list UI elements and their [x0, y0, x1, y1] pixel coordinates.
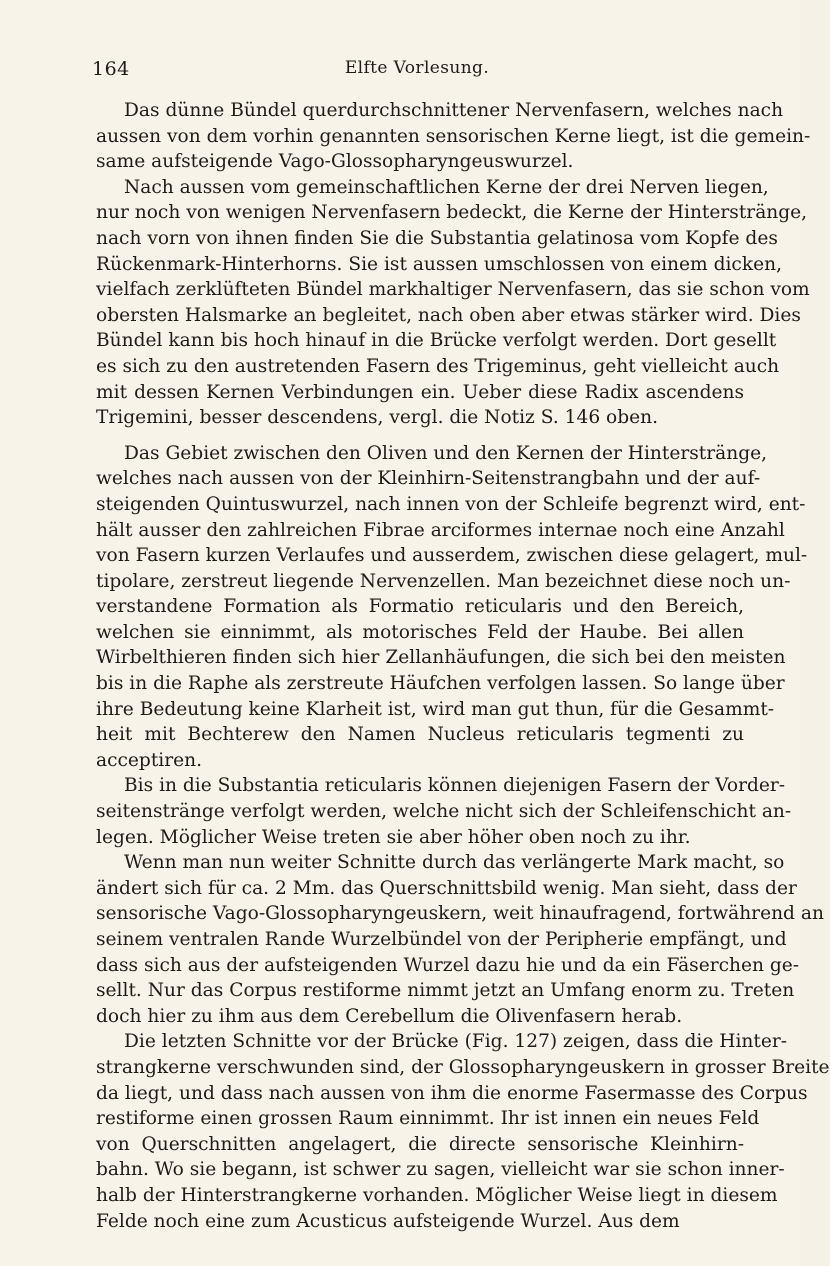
text-line: legen. Möglicher Weise treten sie aber höher oben noch zu ihr. [96, 826, 691, 848]
paragraph [96, 98, 811, 175]
text-line: nur noch von wenigen Nervenfasern bedeckt, die Kerne der Hinterstränge, [96, 202, 808, 224]
text-line: Trigemini, besser descendens, vergl. die Notiz S. 146 oben. [96, 407, 659, 429]
text-line: Rückenmark-Hinterhorns. Sie ist aussen umschlossen von einem dicken, [96, 253, 782, 275]
text-line: halb der Hinterstrangkerne vorhanden. Möglicher Weise liegt in diesem [96, 1184, 778, 1206]
text-line: Bündel kann bis hoch hinauf in die Brücke verfolgt werden. Dort gesellt [96, 330, 777, 352]
text-line: verstandene Formation als Formatio reticularis und den Bereich, [96, 596, 744, 618]
text-line: welchen sie einnimmt, als motorisches Feld der Haube. Bei allen [96, 621, 744, 643]
paragraph [96, 175, 810, 431]
text-line: doch hier zu ihm aus dem Cerebellum die Olivenfasern herab. [96, 1005, 683, 1027]
paragraph [96, 773, 792, 850]
text-line: same aufsteigende Vago-Glossopharyngeuswurzel. [96, 151, 574, 173]
running-title: Elfte Vorlesung. [344, 58, 490, 78]
text-line: von Querschnitten angelagert, die directe sensorische Kleinhirn- [96, 1133, 744, 1155]
text-line: Felde noch eine zum Acusticus aufsteigende Wurzel. Aus dem [96, 1210, 680, 1232]
text-line: tipolare, zerstreut liegende Nervenzellen. Man bezeichnet diese noch un- [96, 570, 791, 592]
text-line: steigenden Quintuswurzel, nach innen von der Schleife begrenzt wird, ent- [96, 493, 806, 515]
text-line: heit mit Bechterew den Namen Nucleus reticularis tegmenti zu [96, 724, 744, 746]
text-line: Die letzten Schnitte vor der Brücke (Fig. 127) zeigen, dass die Hinter- [124, 1031, 788, 1053]
paragraph [96, 1029, 830, 1234]
text-line: bis in die Raphe als zerstreute Häufchen verfolgen lassen. So lange über [96, 673, 785, 695]
text-line: obersten Halsmarke an begleitet, nach oben aber etwas stärker wird. Dies [96, 304, 801, 326]
text-line: seitenstränge verfolgt werden, welche nicht sich der Schleifenschicht an- [96, 801, 792, 823]
text-line: aussen von dem vorhin genannten sensorischen Kerne liegt, ist die gemein- [96, 125, 811, 147]
text-line: ihre Bedeutung keine Klarheit ist, wird man gut thun, für die Gesammt- [96, 698, 775, 720]
text-line: acceptiren. [96, 749, 203, 771]
text-line: es sich zu den austretenden Fasern des Trigeminus, geht vielleicht auch [96, 355, 780, 377]
text-line: von Fasern kurzen Verlaufes und ausserdem, zwischen diese gelagert, mul- [96, 545, 808, 567]
paragraph-gap [96, 431, 744, 441]
page-header [92, 58, 742, 84]
text-line: hält ausser den zahlreichen Fibrae arciformes internae noch eine Anzahl [96, 519, 785, 541]
text-line: strangkerne verschwunden sind, der Glossopharyngeuskern in grosser Breite [96, 1056, 830, 1078]
text-line: ändert sich für ca. 2 Mm. das Querschnittsbild wenig. Man sieht, dass der [96, 877, 797, 899]
text-line: seinem ventralen Rande Wurzelbündel von der Peripherie empfängt, und [96, 929, 787, 950]
text-line: Wirbelthieren finden sich hier Zellanhäufungen, die sich bei den meisten [96, 647, 786, 669]
text-line: sellt. Nur das Corpus restiforme nimmt jetzt an Umfang enorm zu. Treten [96, 980, 795, 1002]
text-line: da liegt, und dass nach aussen von ihm die enorme Fasermasse des Corpus [96, 1082, 808, 1104]
text-line: Nach aussen vom gemeinschaftlichen Kerne der drei Nerven liegen, [124, 176, 769, 198]
paragraph [96, 850, 824, 1029]
text-line: Das dünne Bündel querdurchschnittener Nervenfasern, welches nach [124, 100, 784, 121]
text-line: welches nach aussen von der Kleinhirn-Seitenstrangbahn und der auf- [96, 468, 761, 490]
page-number: 164 [92, 58, 130, 80]
text-line: Wenn man nun weiter Schnitte durch das verlängerte Mark macht, so [124, 852, 785, 874]
text-line: vielfach zerklüfteten Bündel markhaltiger Nervenfasern, das sie schon vom [96, 279, 810, 301]
body-text [96, 98, 830, 1234]
text-line: mit dessen Kernen Verbindungen ein. Ueber diese Radix ascendens [96, 381, 744, 403]
text-line: Das Gebiet zwischen den Oliven und den Kernen der Hinterstränge, [124, 442, 768, 464]
text-line: restiforme einen grossen Raum einnimmt. Ihr ist innen ein neues Feld [96, 1108, 760, 1130]
text-line: nach vorn von ihnen finden Sie die Substantia gelatinosa vom Kopfe des [96, 227, 778, 249]
paragraph [96, 441, 808, 774]
text-line: sensorische Vago-Glossopharyngeuskern, weit hinaufragend, fortwährend an [96, 903, 824, 925]
text-line: Bis in die Substantia reticularis können diejenigen Fasern der Vorder- [124, 775, 786, 797]
text-line: bahn. Wo sie begann, ist schwer zu sagen, vielleicht war sie schon inner- [96, 1159, 785, 1181]
text-line: dass sich aus der aufsteigenden Wurzel dazu hie und da ein Fäserchen ge- [96, 954, 800, 976]
